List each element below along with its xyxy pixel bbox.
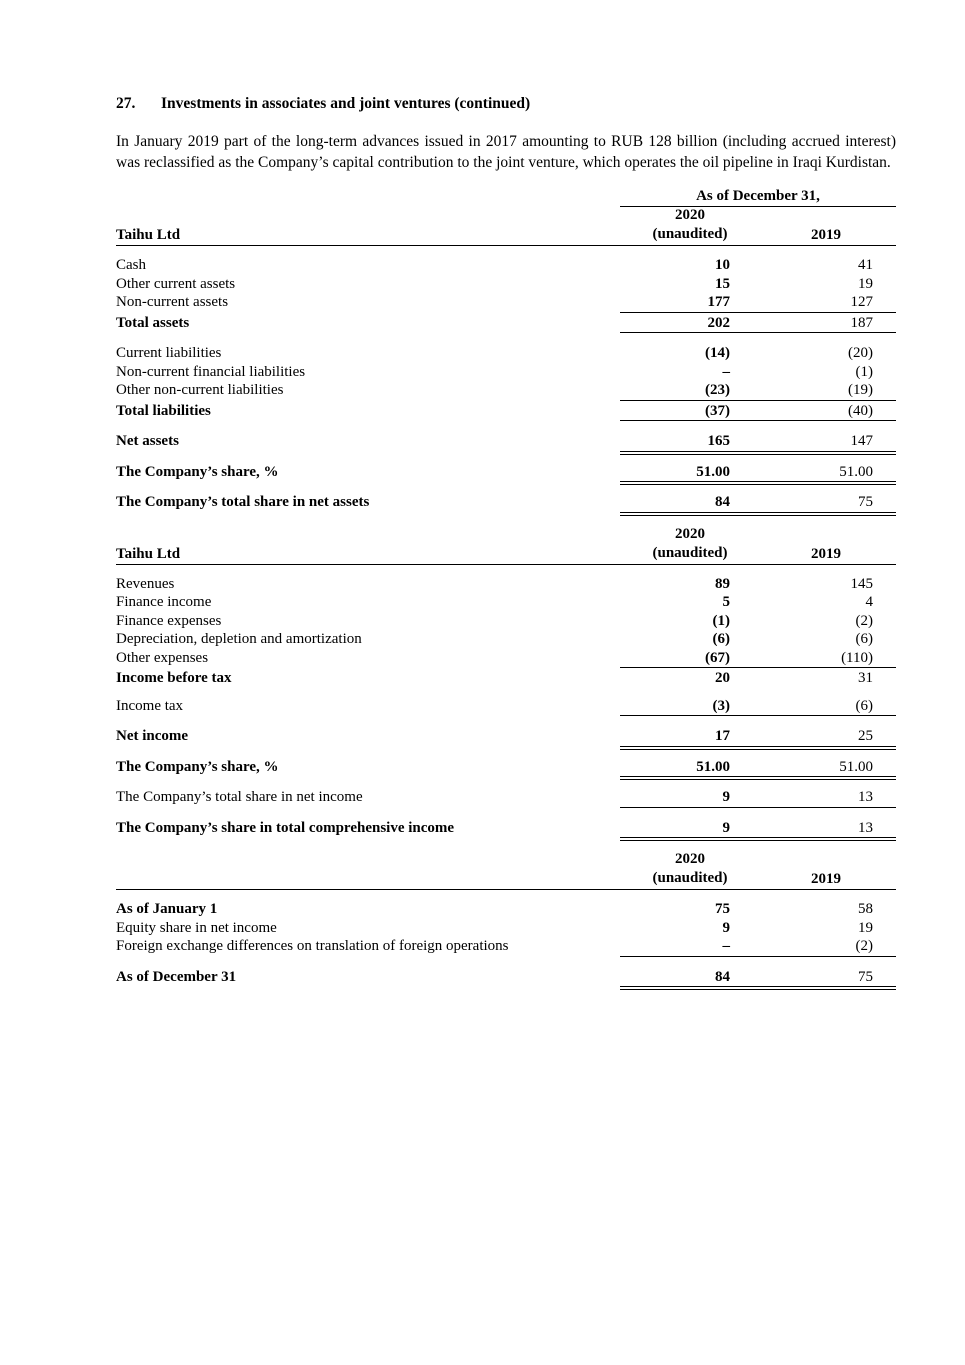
document-page	[116, 93, 896, 986]
table-row: Other current assets 15 19	[116, 275, 873, 292]
table-row-total: The Company’s share in total comprehensive income 9 13	[116, 819, 873, 836]
table-row-total: The Company’s total share in net assets 84 75	[116, 494, 873, 510]
table-header	[116, 526, 896, 564]
section-title: Investments in associates and joint ventures (continued)	[161, 95, 531, 112]
entity-label: Taihu Ltd	[116, 227, 181, 243]
table-row: Non-current financial liabilities – (1)	[116, 363, 873, 380]
table-row-total: As of December 31 84 75	[116, 968, 873, 985]
table-row-total: Total liabilities (37) (40)	[116, 402, 873, 419]
table-row-total: The Company’s share, % 51.00 51.00	[116, 758, 873, 775]
table-row-total: Net assets 165 147	[116, 433, 873, 449]
table-row: Cash 10 41	[116, 257, 873, 273]
table-row: Other expenses (67) (110)	[116, 649, 873, 666]
table-row: Depreciation, depletion and amortization (6) (6)	[116, 631, 873, 647]
table-row: Current liabilities (14) (20)	[116, 345, 873, 361]
table-row-total: Total assets 202 187	[116, 314, 873, 331]
table-header	[116, 851, 896, 889]
table-row-total: The Company’s share, % 51.00 51.00	[116, 463, 873, 480]
as-of-header: As of December 31,	[116, 187, 896, 207]
table-row: As of January 1 75 58	[116, 901, 873, 917]
table-row-total: Net income 17 25	[116, 728, 873, 744]
col-2019-header: 2019	[811, 545, 841, 562]
col-2020-header: 2020 (unaudited)	[652, 207, 728, 242]
income-statement-table	[116, 526, 896, 838]
section-heading	[116, 93, 896, 115]
table-row-total: Income before tax 20 31	[116, 670, 873, 686]
col-2019-header: 2019	[811, 871, 841, 887]
table-row: Finance expenses (1) (2)	[116, 612, 873, 629]
table-row: Other non-current liabilities (23) (19)	[116, 382, 873, 398]
col-2019-header: 2019	[811, 227, 841, 243]
table-row: Foreign exchange differences on translation of foreign operations – (2)	[116, 938, 873, 954]
movement-table	[116, 851, 896, 986]
table-row: The Company’s total share in net income 9 13	[116, 789, 873, 805]
table-row: Finance income 5 4	[116, 594, 873, 610]
section-number: 27.	[116, 95, 136, 112]
table-row: Equity share in net income 9 19	[116, 919, 873, 936]
entity-label: Taihu Ltd	[116, 545, 181, 562]
table-row: Revenues 89 145	[116, 575, 873, 592]
balance-sheet-table	[116, 187, 896, 512]
col-2020-header: 2020 (unaudited)	[652, 851, 728, 886]
intro-paragraph: In January 2019 part of the long-term advances issued in 2017 amounting to RUB 128 billion (including accrued interest) was reclassified as the Company’s capital contribution to the joint venture, which operates the oil pipeline in Iraqi Kurdistan.	[116, 133, 896, 171]
table-row: Non-current assets 177 127	[116, 294, 873, 310]
col-2020-header: 2020 (unaudited)	[652, 525, 728, 561]
table-row: Income tax (3) (6)	[116, 697, 873, 714]
table-header	[116, 207, 896, 245]
